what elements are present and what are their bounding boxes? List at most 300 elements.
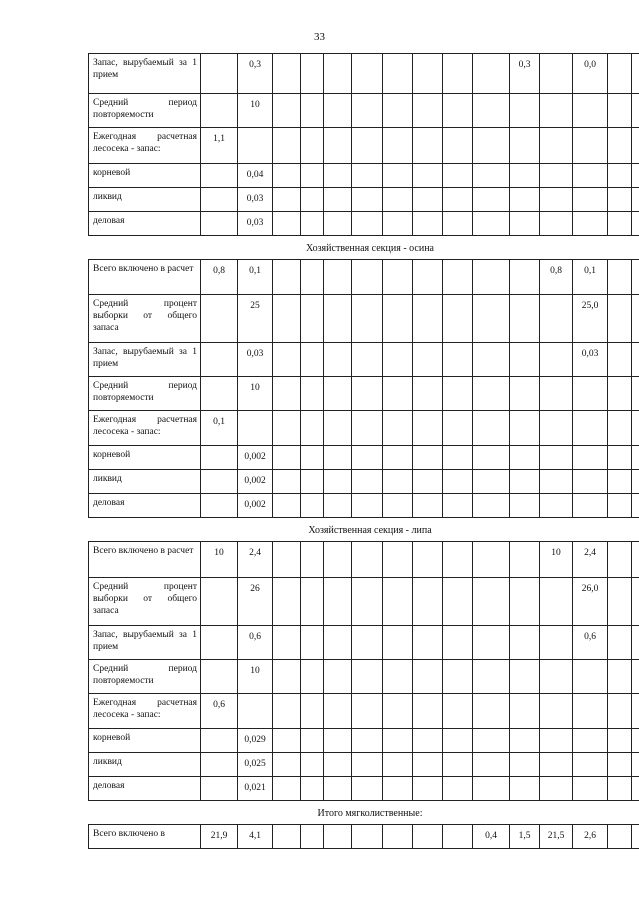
table-cell bbox=[573, 377, 608, 411]
table-cell bbox=[473, 470, 510, 494]
row-label: корневой bbox=[89, 164, 201, 188]
table-cell bbox=[301, 542, 324, 578]
table-cell bbox=[201, 94, 238, 128]
table-cell bbox=[273, 494, 301, 518]
table-cell bbox=[201, 578, 238, 626]
table-cell bbox=[324, 753, 352, 777]
table-cell bbox=[383, 446, 413, 470]
table-cell bbox=[383, 377, 413, 411]
table-cell bbox=[573, 446, 608, 470]
table-cell bbox=[573, 494, 608, 518]
table-cell: 10 bbox=[238, 94, 273, 128]
table-cell bbox=[383, 777, 413, 801]
table-cell bbox=[540, 212, 573, 236]
table-cell bbox=[383, 164, 413, 188]
table-cell bbox=[510, 411, 540, 446]
table-cell: 2,4 bbox=[238, 542, 273, 578]
table-cell bbox=[324, 777, 352, 801]
table-cell bbox=[324, 470, 352, 494]
table-cell bbox=[273, 94, 301, 128]
table-cell bbox=[324, 825, 352, 849]
table-cell bbox=[324, 54, 352, 94]
table-cell bbox=[352, 694, 383, 729]
table-cell bbox=[540, 729, 573, 753]
row-label: Запас, вырубаемый за 1 прием bbox=[89, 54, 201, 94]
table-cell bbox=[383, 295, 413, 343]
table-cell bbox=[473, 494, 510, 518]
table-cell bbox=[540, 411, 573, 446]
table-cell bbox=[443, 729, 473, 753]
table-cell bbox=[238, 694, 273, 729]
table-cell bbox=[301, 660, 324, 694]
table-row bbox=[89, 542, 639, 578]
table-cell bbox=[324, 694, 352, 729]
row-label: Запас, вырубаемый за 1 прием bbox=[89, 343, 201, 377]
row-label: Средний период повторяемости bbox=[89, 377, 201, 411]
table-cell bbox=[510, 777, 540, 801]
table-row bbox=[89, 825, 639, 849]
table-cell bbox=[324, 377, 352, 411]
table-cell: 0,1 bbox=[238, 260, 273, 295]
table-cell bbox=[352, 188, 383, 212]
table-cell bbox=[473, 94, 510, 128]
table-cell bbox=[352, 542, 383, 578]
table-cell bbox=[510, 212, 540, 236]
table-cell bbox=[510, 626, 540, 660]
table-cell bbox=[383, 343, 413, 377]
table-cell bbox=[540, 626, 573, 660]
table-cell bbox=[473, 164, 510, 188]
table-cell bbox=[632, 753, 639, 777]
table-cell bbox=[608, 188, 632, 212]
table-cell: 21,5 bbox=[540, 825, 573, 849]
table-cell bbox=[383, 128, 413, 164]
table-cell bbox=[352, 343, 383, 377]
table-cell bbox=[352, 128, 383, 164]
table-cell: 26 bbox=[238, 578, 273, 626]
table-cell: 21,9 bbox=[201, 825, 238, 849]
table-row bbox=[89, 94, 639, 128]
row-label: Средний процент выборки от общего запаса bbox=[89, 295, 201, 343]
table-cell bbox=[473, 260, 510, 295]
table-cell bbox=[201, 494, 238, 518]
table-cell bbox=[540, 446, 573, 470]
table-cell bbox=[301, 777, 324, 801]
table-cell bbox=[324, 94, 352, 128]
section-header-row bbox=[89, 518, 639, 542]
table-cell bbox=[201, 295, 238, 343]
table-cell bbox=[510, 128, 540, 164]
table-cell bbox=[443, 578, 473, 626]
table-cell bbox=[301, 128, 324, 164]
table-row bbox=[89, 212, 639, 236]
table-cell bbox=[573, 729, 608, 753]
table-cell bbox=[383, 729, 413, 753]
table-cell bbox=[238, 411, 273, 446]
table-cell bbox=[443, 54, 473, 94]
table-cell bbox=[632, 94, 639, 128]
table-cell bbox=[324, 660, 352, 694]
table-cell bbox=[301, 470, 324, 494]
table-cell bbox=[473, 212, 510, 236]
table-cell bbox=[608, 295, 632, 343]
row-label: деловая bbox=[89, 212, 201, 236]
table-cell bbox=[413, 94, 443, 128]
table-cell bbox=[573, 777, 608, 801]
table-cell bbox=[573, 694, 608, 729]
table-cell: 0,1 bbox=[573, 260, 608, 295]
table-cell: 0,6 bbox=[573, 626, 608, 660]
table-cell bbox=[443, 753, 473, 777]
table-cell bbox=[632, 164, 639, 188]
table-cell bbox=[443, 343, 473, 377]
table-cell bbox=[540, 694, 573, 729]
table-cell bbox=[540, 470, 573, 494]
table-cell bbox=[632, 729, 639, 753]
row-label: деловая bbox=[89, 494, 201, 518]
table-row bbox=[89, 377, 639, 411]
table-cell bbox=[273, 128, 301, 164]
row-label: Ежегодная расчетная лесосека - запас: bbox=[89, 694, 201, 729]
table-cell bbox=[540, 188, 573, 212]
table-cell bbox=[383, 660, 413, 694]
table-cell bbox=[273, 626, 301, 660]
row-label: ликвид bbox=[89, 470, 201, 494]
table-cell: 10 bbox=[540, 542, 573, 578]
table-cell bbox=[473, 753, 510, 777]
table-cell bbox=[324, 578, 352, 626]
table-cell bbox=[301, 377, 324, 411]
table-row bbox=[89, 578, 639, 626]
section-header-row bbox=[89, 236, 639, 260]
table-cell bbox=[608, 694, 632, 729]
section-title: Хозяйственная секция - осина bbox=[89, 236, 639, 260]
table-cell bbox=[352, 260, 383, 295]
row-label: ликвид bbox=[89, 753, 201, 777]
table-cell bbox=[413, 578, 443, 626]
table-cell bbox=[301, 164, 324, 188]
table-cell: 0,1 bbox=[201, 411, 238, 446]
table-cell bbox=[273, 411, 301, 446]
table-cell bbox=[632, 377, 639, 411]
table-cell bbox=[608, 542, 632, 578]
table-cell: 25 bbox=[238, 295, 273, 343]
table-cell bbox=[608, 54, 632, 94]
table-cell: 1,5 bbox=[510, 825, 540, 849]
table-cell: 0,029 bbox=[238, 729, 273, 753]
table-row bbox=[89, 164, 639, 188]
table-row bbox=[89, 295, 639, 343]
table-cell bbox=[201, 753, 238, 777]
table-cell: 2,4 bbox=[573, 542, 608, 578]
table-cell bbox=[540, 660, 573, 694]
table-cell bbox=[608, 777, 632, 801]
table-cell bbox=[632, 626, 639, 660]
table-cell bbox=[324, 626, 352, 660]
table-cell bbox=[510, 753, 540, 777]
table-cell bbox=[324, 295, 352, 343]
table-cell bbox=[443, 377, 473, 411]
table-cell bbox=[383, 626, 413, 660]
table-cell bbox=[443, 128, 473, 164]
table-cell bbox=[608, 411, 632, 446]
table-cell bbox=[352, 729, 383, 753]
table-cell bbox=[473, 578, 510, 626]
table-cell bbox=[510, 470, 540, 494]
table-cell: 0,6 bbox=[201, 694, 238, 729]
table-cell bbox=[608, 626, 632, 660]
table-cell bbox=[473, 626, 510, 660]
table-cell bbox=[273, 295, 301, 343]
table-cell bbox=[608, 494, 632, 518]
table-cell bbox=[510, 542, 540, 578]
table-cell bbox=[632, 446, 639, 470]
table-cell bbox=[510, 295, 540, 343]
table-cell bbox=[473, 660, 510, 694]
table-cell bbox=[413, 542, 443, 578]
table-cell bbox=[352, 753, 383, 777]
table-cell bbox=[632, 542, 639, 578]
table-cell bbox=[413, 212, 443, 236]
table-cell bbox=[443, 164, 473, 188]
row-label: деловая bbox=[89, 777, 201, 801]
row-label: корневой bbox=[89, 729, 201, 753]
table-cell: 0,03 bbox=[238, 343, 273, 377]
table-cell bbox=[413, 446, 443, 470]
table-cell bbox=[413, 626, 443, 660]
table-cell bbox=[201, 446, 238, 470]
table-cell bbox=[573, 128, 608, 164]
table-cell bbox=[510, 377, 540, 411]
table-row bbox=[89, 626, 639, 660]
row-label: Ежегодная расчетная лесосека - запас: bbox=[89, 411, 201, 446]
table-cell bbox=[413, 411, 443, 446]
table-cell bbox=[413, 660, 443, 694]
table-cell bbox=[383, 470, 413, 494]
table-cell bbox=[301, 343, 324, 377]
table-cell bbox=[201, 470, 238, 494]
table-cell bbox=[352, 212, 383, 236]
table-cell: 10 bbox=[238, 377, 273, 411]
table-cell bbox=[632, 494, 639, 518]
row-label: Средний период повторяемости bbox=[89, 660, 201, 694]
table-cell bbox=[608, 128, 632, 164]
table-cell bbox=[608, 729, 632, 753]
table-cell bbox=[443, 411, 473, 446]
table-cell bbox=[608, 94, 632, 128]
table-cell bbox=[383, 260, 413, 295]
table-cell bbox=[510, 578, 540, 626]
table-cell bbox=[352, 54, 383, 94]
table-cell bbox=[201, 188, 238, 212]
table-cell bbox=[443, 295, 473, 343]
table-cell bbox=[352, 446, 383, 470]
table-cell bbox=[301, 212, 324, 236]
table-cell: 10 bbox=[238, 660, 273, 694]
table-cell bbox=[632, 578, 639, 626]
table-cell bbox=[443, 694, 473, 729]
table-cell bbox=[352, 578, 383, 626]
table-cell bbox=[273, 660, 301, 694]
table-row bbox=[89, 470, 639, 494]
table-cell bbox=[413, 164, 443, 188]
table-cell bbox=[510, 446, 540, 470]
table-row bbox=[89, 411, 639, 446]
table-cell bbox=[324, 494, 352, 518]
table-cell: 2,6 bbox=[573, 825, 608, 849]
table-cell bbox=[413, 343, 443, 377]
table-cell bbox=[324, 343, 352, 377]
table-cell bbox=[383, 212, 413, 236]
table-cell bbox=[301, 825, 324, 849]
table-cell bbox=[443, 626, 473, 660]
table-cell bbox=[301, 494, 324, 518]
table-cell bbox=[201, 164, 238, 188]
table-row bbox=[89, 660, 639, 694]
table-cell bbox=[413, 729, 443, 753]
table-row bbox=[89, 777, 639, 801]
table-cell bbox=[632, 694, 639, 729]
table-cell bbox=[473, 542, 510, 578]
table-cell bbox=[273, 729, 301, 753]
table-cell bbox=[383, 54, 413, 94]
table-cell bbox=[540, 494, 573, 518]
table-cell bbox=[352, 470, 383, 494]
table-cell bbox=[573, 188, 608, 212]
table-cell bbox=[608, 212, 632, 236]
table-cell bbox=[273, 377, 301, 411]
table-cell bbox=[273, 777, 301, 801]
table-cell bbox=[301, 54, 324, 94]
table-cell bbox=[573, 212, 608, 236]
table-cell bbox=[413, 694, 443, 729]
table-cell bbox=[540, 54, 573, 94]
table-cell bbox=[510, 729, 540, 753]
table-cell bbox=[540, 128, 573, 164]
table-cell bbox=[510, 188, 540, 212]
table-cell bbox=[573, 164, 608, 188]
table-cell bbox=[632, 188, 639, 212]
table-cell bbox=[473, 694, 510, 729]
table-cell bbox=[301, 94, 324, 128]
table-cell bbox=[632, 411, 639, 446]
table-cell bbox=[632, 343, 639, 377]
table-cell bbox=[473, 411, 510, 446]
table-cell bbox=[473, 54, 510, 94]
table-cell bbox=[510, 94, 540, 128]
table-cell bbox=[413, 128, 443, 164]
row-label: корневой bbox=[89, 446, 201, 470]
table-cell bbox=[540, 94, 573, 128]
table-row bbox=[89, 128, 639, 164]
row-label: Всего включено в bbox=[89, 825, 201, 849]
table-cell bbox=[632, 260, 639, 295]
table-cell bbox=[540, 578, 573, 626]
table-cell bbox=[352, 825, 383, 849]
table-cell bbox=[573, 470, 608, 494]
table-cell bbox=[324, 411, 352, 446]
table-cell bbox=[413, 377, 443, 411]
table-row bbox=[89, 494, 639, 518]
table-cell bbox=[473, 295, 510, 343]
row-label: Всего включено в расчет bbox=[89, 260, 201, 295]
table-cell bbox=[413, 470, 443, 494]
table-cell bbox=[273, 825, 301, 849]
table-cell bbox=[273, 260, 301, 295]
table-cell bbox=[273, 54, 301, 94]
table-cell bbox=[201, 54, 238, 94]
table-cell bbox=[352, 494, 383, 518]
table-cell bbox=[632, 825, 639, 849]
table-cell: 0,3 bbox=[238, 54, 273, 94]
table-cell bbox=[608, 753, 632, 777]
table-row bbox=[89, 188, 639, 212]
table-cell bbox=[608, 578, 632, 626]
table-cell bbox=[510, 494, 540, 518]
table-cell bbox=[443, 94, 473, 128]
table-cell bbox=[383, 825, 413, 849]
table-cell bbox=[273, 343, 301, 377]
table-cell bbox=[201, 212, 238, 236]
table-cell bbox=[413, 494, 443, 518]
table-cell bbox=[383, 753, 413, 777]
forest-stock-table bbox=[88, 53, 639, 849]
table-row bbox=[89, 446, 639, 470]
table-cell bbox=[632, 128, 639, 164]
table-cell bbox=[352, 164, 383, 188]
table-cell: 0,8 bbox=[540, 260, 573, 295]
table-cell bbox=[383, 188, 413, 212]
table-cell bbox=[473, 777, 510, 801]
table-cell bbox=[473, 188, 510, 212]
table-cell bbox=[301, 626, 324, 660]
table-cell bbox=[632, 212, 639, 236]
table-cell bbox=[473, 377, 510, 411]
table-cell bbox=[443, 542, 473, 578]
table-cell: 0,03 bbox=[238, 212, 273, 236]
table-cell: 0,002 bbox=[238, 470, 273, 494]
table-cell: 0,021 bbox=[238, 777, 273, 801]
table-cell bbox=[608, 377, 632, 411]
table-cell bbox=[352, 377, 383, 411]
table-body bbox=[89, 54, 639, 849]
table-cell bbox=[632, 54, 639, 94]
table-cell bbox=[473, 446, 510, 470]
table-cell bbox=[201, 626, 238, 660]
table-cell bbox=[301, 188, 324, 212]
table-cell bbox=[201, 377, 238, 411]
table-cell bbox=[510, 694, 540, 729]
table-cell: 25,0 bbox=[573, 295, 608, 343]
table-cell bbox=[301, 753, 324, 777]
table-cell bbox=[573, 94, 608, 128]
row-label: Средний процент выборки от общего запаса bbox=[89, 578, 201, 626]
table-cell bbox=[352, 626, 383, 660]
table-cell bbox=[383, 94, 413, 128]
table-cell bbox=[273, 578, 301, 626]
table-cell bbox=[413, 295, 443, 343]
table-cell bbox=[573, 411, 608, 446]
table-cell bbox=[413, 188, 443, 212]
table-cell bbox=[383, 542, 413, 578]
table-cell bbox=[443, 660, 473, 694]
table-cell bbox=[352, 295, 383, 343]
table-cell: 0,8 bbox=[201, 260, 238, 295]
table-cell bbox=[301, 411, 324, 446]
table-cell bbox=[443, 188, 473, 212]
table-cell bbox=[608, 446, 632, 470]
table-cell bbox=[301, 729, 324, 753]
